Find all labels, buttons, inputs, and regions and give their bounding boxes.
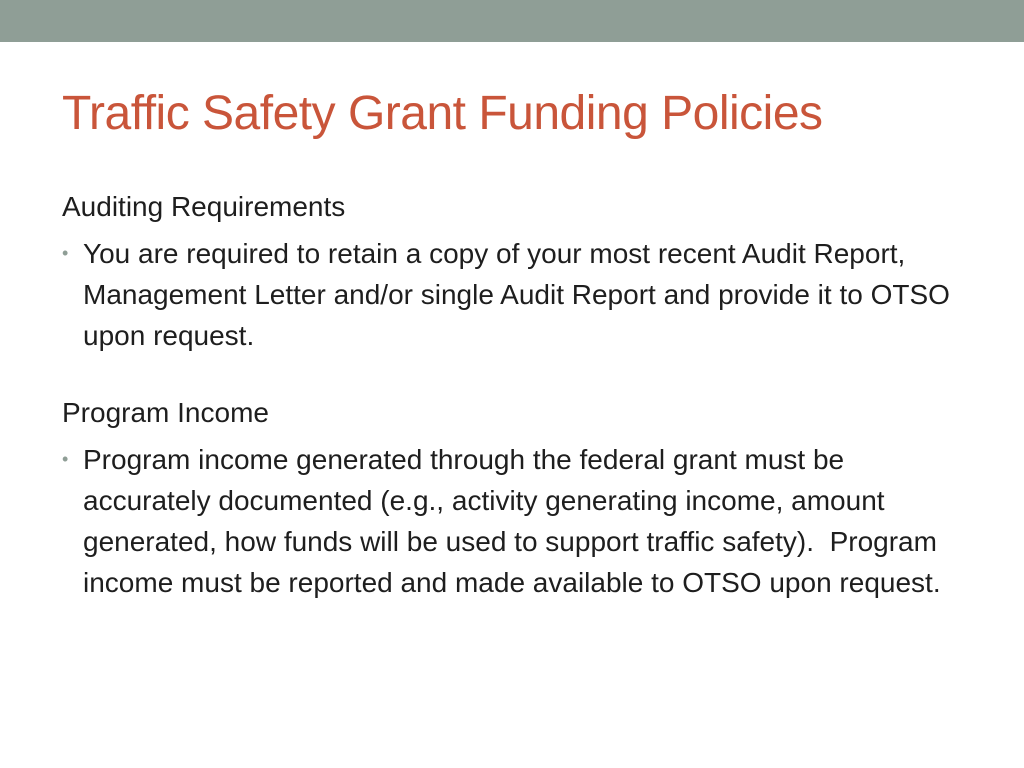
bullet-icon: • [62,243,69,263]
bullet-text: You are required to retain a copy of your most recent Audit Report, Management Letter and/or single Audit Report and provide it to OTSO upon request. [83,238,950,351]
bullet-item [62,233,962,356]
slide-content [62,186,962,603]
top-accent-bar [0,0,1024,42]
bullet-item [62,439,962,603]
section-heading: Auditing Requirements [62,191,346,222]
section-auditing-requirements [62,186,962,356]
bullet-text: Program income generated through the federal grant must be accurately documented (e.g., activity generating income, amount generated, how funds will be used to support traffic safety). Program income must be reported and made available to OTSO upon request. [83,444,945,598]
section-heading: Program Income [62,397,269,428]
slide-title: Traffic Safety Grant Funding Policies [62,87,823,140]
section-program-income [62,392,962,603]
bullet-icon: • [62,449,69,469]
section-spacer [62,356,962,392]
